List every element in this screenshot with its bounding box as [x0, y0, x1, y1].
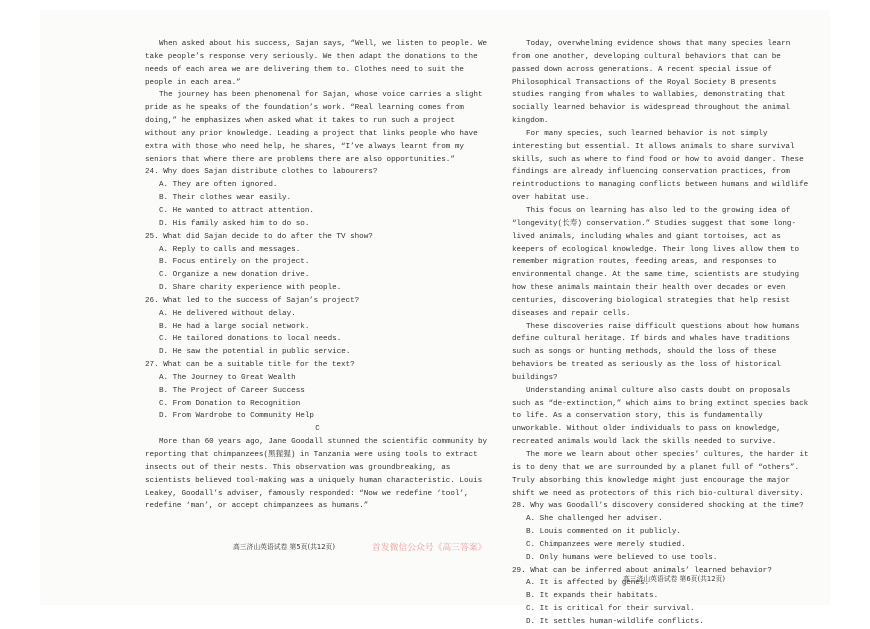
- paragraph-r3: This focus on learning has also led to the growing idea of “longevity(长寿) conservation.” Studies suggest that some long-lived animals, including whales and giant tortoises, act as keepers of ecological knowledge. Their long lives allow them to remember migration routes, feeding areas, and responses to environmental change. At the same time, scientists are studying how these animals maintain their health over decades or even centuries, discovering biological strategies that help resist diseases and repair cells.: [512, 206, 800, 318]
- exam-sheet: [40, 10, 830, 626]
- option-q28a: A. She challenged her adviser.: [526, 515, 663, 524]
- paragraph-l2: The journey has been phenomenal for Sajan, whose voice carries a slight pride as he speaks of the foundation’s work. “Real learning comes from doing,” he emphasizes when asked what it takes to run such a project without any prior knowledge. Leading a project that links people who have extra with those who need help, he shares, “I’ve always learnt from my seniors that where there are problems there are also opportunities.”: [145, 91, 483, 164]
- question-q25: 25. What did Sajan decide to do after the TV show?: [145, 232, 373, 241]
- option-q25a: A. Reply to calls and messages.: [159, 245, 301, 254]
- option-q24c: C. He wanted to attract attention.: [159, 206, 314, 215]
- question-q28: 28. Why was Goodall’s discovery considered shocking at the time?: [512, 502, 804, 511]
- option-q27a: A. The Journey to Great Wealth: [159, 373, 296, 382]
- option-q29b: B. It expands their habitats.: [526, 592, 659, 601]
- paragraph-r4: These discoveries raise difficult questions about how humans define cultural heritage. If birds and whales have traditions such as songs or hunting methods, should the loss of these behaviors be treated as seriously as the loss of historical buildings?: [512, 322, 800, 382]
- question-q27: 27. What can be a suitable title for the text?: [145, 361, 355, 370]
- section-heading: C: [315, 425, 320, 434]
- page-footer-left: 高三济山英语试卷 第5页(共12页): [233, 543, 335, 551]
- option-q25c: C. Organize a new donation drive.: [159, 271, 310, 280]
- right-column: [512, 38, 812, 629]
- question-q26: 26. What led to the success of Sajan’s project?: [145, 296, 360, 305]
- option-q24a: A. They are often ignored.: [159, 181, 278, 190]
- option-q27c: C. From Donation to Recognition: [159, 399, 301, 408]
- option-q28b: B. Louis commented on it publicly.: [526, 528, 681, 537]
- option-q26c: C. He tailored donations to local needs.: [159, 335, 342, 344]
- option-q25b: B. Focus entirely on the project.: [159, 258, 310, 267]
- option-q28d: D. Only humans were believed to use tools.: [526, 553, 718, 562]
- paragraph-l3: More than 60 years ago, Jane Goodall stunned the scientific community by reporting that chimpanzees(黑猩猩) in Tanzania were using tools to extract insects out of their nests. This observation was groundbreaking, as scientists believed tool-making was a uniquely human characteristic. Louis Leakey, Goodall’s adviser, famously responded: “Now we redefine ‘tool’, redefine ‘man’, or accept chimpanzees as humans.”: [145, 438, 488, 511]
- paragraph-r5: Understanding animal culture also casts doubt on proposals such as “de-extinction,” which aims to bring extinct species back to life. As a conservation story, this is fundamentally unworkable. Without older individuals to pass on knowledge, recreated animals would lack the skills needed to survive.: [512, 386, 809, 447]
- option-q26d: D. He saw the potential in public service.: [159, 348, 351, 357]
- option-q29d: D. It settles human-wildlife conflicts.: [526, 617, 704, 626]
- option-q24b: B. Their clothes wear easily.: [159, 194, 292, 203]
- option-q29c: C. It is critical for their survival.: [526, 605, 695, 614]
- question-q24: 24. Why does Sajan distribute clothes to labourers?: [145, 168, 378, 177]
- option-q27b: B. The Project of Career Success: [159, 386, 305, 395]
- option-q29a: A. It is affected by genes.: [526, 579, 650, 588]
- paragraph-r1: Today, overwhelming evidence shows that many species learn from one another, developing cultural behaviors that can be passed down across generations. A recent special issue of Philosophical Transactions of the Royal Society B presents studies ranging from whales to wallabies, demonstrating that socially learned behavior is widespread throughout the animal kingdom.: [512, 40, 791, 126]
- left-column: [145, 38, 490, 513]
- option-q26a: A. He delivered without delay.: [159, 309, 296, 318]
- option-q24d: D. His family asked him to do so.: [159, 219, 310, 228]
- option-q26b: B. He had a large social network.: [159, 322, 310, 331]
- page-footer-right: 高三济山英语试卷 第6页(共12页): [623, 575, 725, 583]
- option-q25d: D. Share charity experience with people.: [159, 284, 342, 293]
- paragraph-r6: The more we learn about other species’ cultures, the harder it is to deny that we are surrounded by a planet full of “others”. Truly absorbing this knowledge might just encourage the major shift we need as protectors of this rich bio-cultural diversity.: [512, 451, 809, 498]
- question-q29: 29. What can be inferred about animals’ learned behavior?: [512, 566, 772, 575]
- watermark: 首发微信公众号《高三答案》: [372, 543, 487, 553]
- option-q28c: C. Chimpanzees were merely studied.: [526, 540, 686, 549]
- paragraph-r2: For many species, such learned behavior is not simply interesting but essential. It allows animals to share survival skills, such as where to find food or how to avoid danger. These findings are already influencing conservation practices, from reintroductions to managing conflicts between humans and wildlife over habitat use.: [512, 129, 809, 203]
- paragraph-l1: When asked about his success, Sajan says, “Well, we listen to people. We take people’s response very seriously. We then adapt the donations to the needs of each area we are delivering them to. Clothes need to suit the people in each area.”: [145, 40, 488, 87]
- option-q27d: D. From Wardrobe to Community Help: [159, 412, 314, 421]
